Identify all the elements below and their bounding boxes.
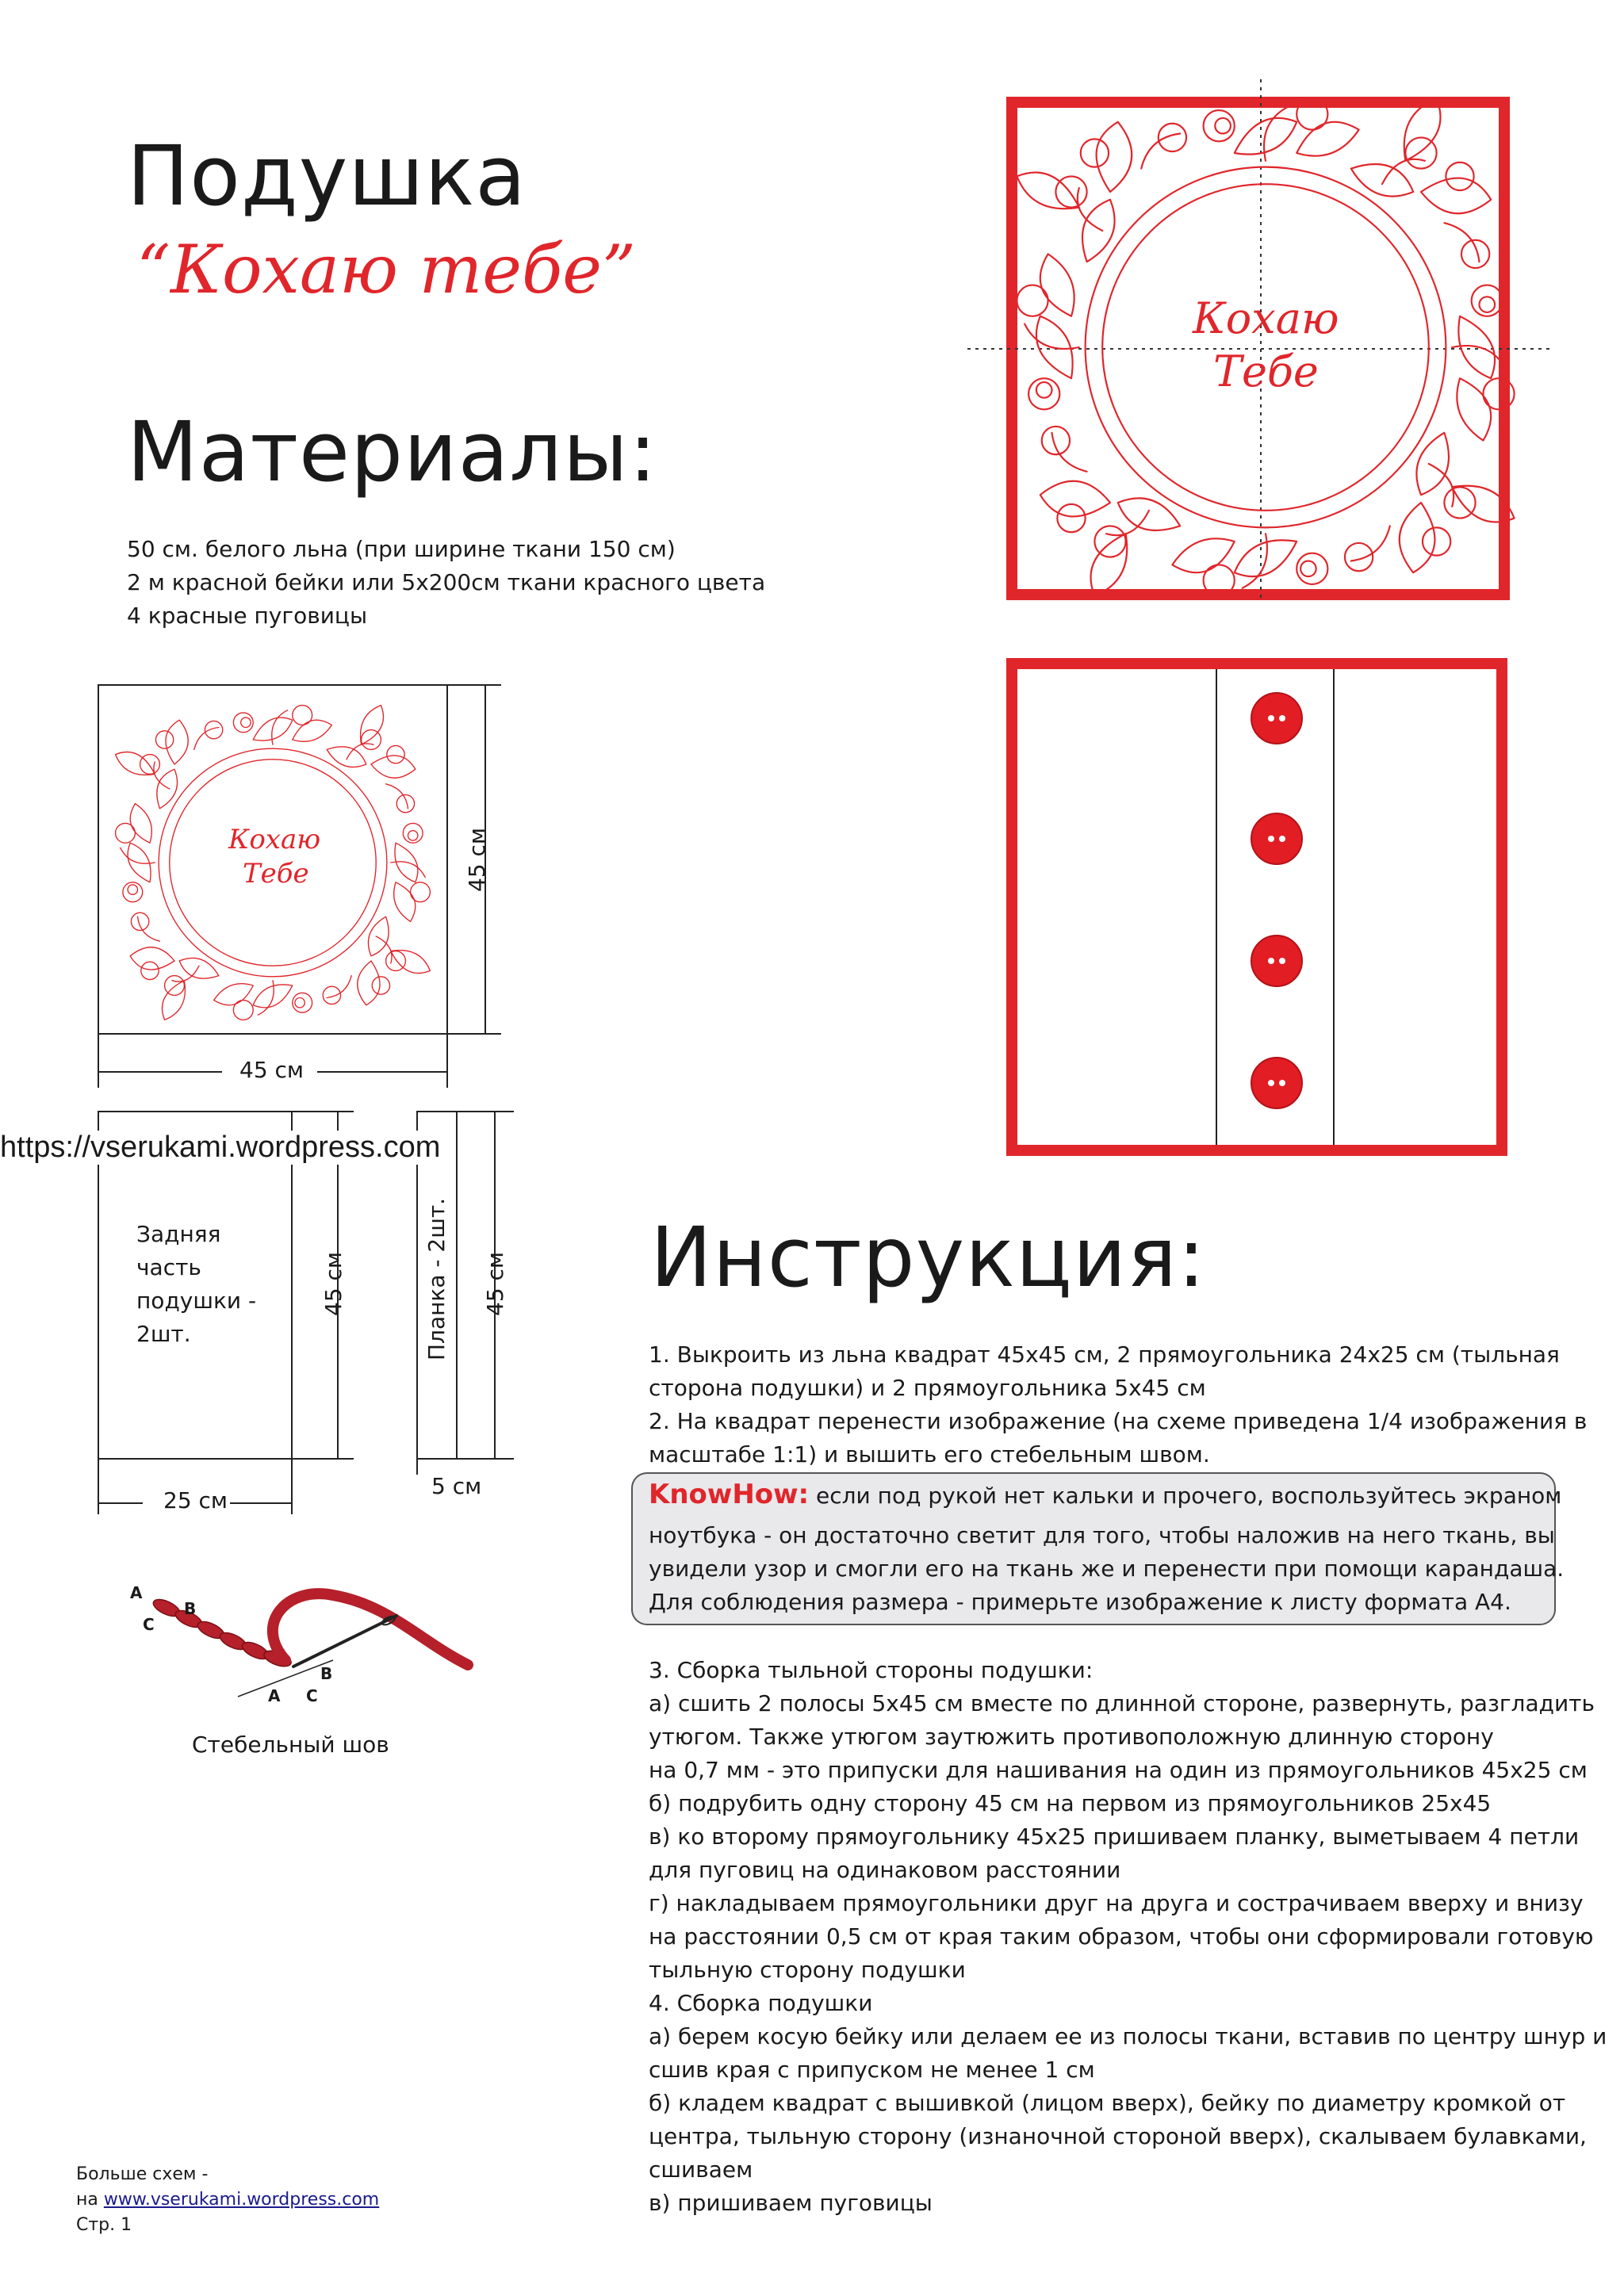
instruction-line: 3. Сборка тыльной стороны подушки: bbox=[649, 1657, 1094, 1683]
diagram-embroidery-text-line1: Кохаю bbox=[228, 824, 321, 855]
knowhow-label: KnowHow: bbox=[649, 1479, 810, 1510]
back-buttons bbox=[1245, 690, 1308, 1134]
instruction-line: г) накладываем прямоугольники друг на друга и сострачиваем вверху и внизу bbox=[649, 1890, 1584, 1916]
instruction-line: а) сшить 2 полосы 5х45 см вместе по длинной стороне, развернуть, разгладить bbox=[649, 1690, 1595, 1716]
instruction-line: сторона подушки) и 2 прямоугольника 5х45 см bbox=[649, 1375, 1206, 1401]
stitch-label-a: A bbox=[130, 1583, 143, 1602]
front-design-text-line2: Тебе bbox=[1213, 346, 1319, 396]
diagram-embroidery-text-line2: Тебе bbox=[243, 858, 309, 890]
stitch-caption: Стебельный шов bbox=[192, 1732, 389, 1758]
instruction-line: на 0,7 мм - это припуски для нашивания на один из прямоугольников 45х25 см bbox=[649, 1757, 1588, 1783]
instruction-line: б) подрубить одну сторону 45 см на первом из прямоугольников 25х45 bbox=[649, 1790, 1492, 1816]
knowhow-line: Для соблюдения размера - примерьте изображение к листу формата А4. bbox=[649, 1589, 1511, 1615]
instruction-line: а) берем косую бейку или делаем ее из полосы ткани, вставив по центру шнур и bbox=[649, 2023, 1607, 2049]
knowhow-line: увидели узор и смогли его на ткань же и перенести при помощи карандаша. bbox=[649, 1556, 1565, 1582]
back-width-label: 25 см bbox=[163, 1487, 228, 1513]
materials-item: 50 см. белого льна (при ширине ткани 150 см) bbox=[127, 536, 676, 562]
instruction-line: утюгом. Также утюгом заутюжить противоположную длинную сторону bbox=[649, 1724, 1494, 1750]
front-height-label: 45 см bbox=[464, 827, 490, 892]
stitch-label-b: B bbox=[184, 1599, 197, 1618]
instructions-heading: Инструкция: bbox=[650, 1209, 1206, 1306]
watermark-url: https://vserukami.wordpress.com bbox=[0, 1131, 441, 1164]
back-label-line: Задняя bbox=[136, 1221, 221, 1247]
back-placket-line-right bbox=[1333, 669, 1335, 1145]
footer-page-number: Стр. 1 bbox=[76, 2215, 132, 2235]
instruction-line: 4. Сборка подушки bbox=[649, 1990, 873, 2016]
front-width-label: 45 см bbox=[239, 1057, 304, 1083]
stitch-label-c: C bbox=[306, 1686, 318, 1705]
stitch-label-c: C bbox=[143, 1615, 155, 1634]
page-title: Подушка bbox=[127, 128, 527, 224]
instruction-line: на расстоянии 0,5 см от края таким образом, чтобы они сформировали готовую bbox=[649, 1923, 1594, 1950]
cutting-diagram bbox=[79, 674, 539, 1514]
strip-width-label: 5 см bbox=[431, 1473, 482, 1499]
strip-height-label: 45 см bbox=[482, 1251, 508, 1316]
materials-item: 2 м красной бейки или 5х200см ткани красного цвета bbox=[127, 569, 766, 595]
back-label-line: часть bbox=[136, 1254, 201, 1280]
front-design-text-line1: Кохаю bbox=[1193, 293, 1339, 343]
materials-heading: Материалы: bbox=[127, 404, 657, 500]
knowhow-line: ноутбука - он достаточно светит для того, чтобы наложив на него ткань, вы bbox=[649, 1522, 1555, 1548]
footer-website-link[interactable]: www.vserukami.wordpress.com bbox=[103, 2190, 380, 2210]
page-subtitle: “Кохаю тебе” bbox=[136, 231, 636, 308]
back-placket-line-left bbox=[1216, 669, 1217, 1145]
instruction-line: в) ко второму прямоугольнику 45х25 пришиваем планку, выметываем 4 петли bbox=[649, 1823, 1580, 1850]
instruction-line: для пуговиц на одинаковом расстоянии bbox=[649, 1857, 1121, 1883]
back-height-label: 45 см bbox=[320, 1251, 347, 1316]
instruction-line: в) пришиваем пуговицы bbox=[649, 2190, 933, 2216]
stem-stitch-illustration bbox=[127, 1578, 492, 1736]
footer-link-line bbox=[76, 2188, 379, 2212]
strip-label: Планка - 2шт. bbox=[423, 1197, 450, 1360]
back-label-line: подушки - bbox=[136, 1288, 257, 1314]
instruction-line: масштабе 1:1) и вышить его стебельным швом. bbox=[649, 1441, 1210, 1468]
materials-item: 4 красные пуговицы bbox=[127, 603, 368, 629]
instruction-line: б) кладем квадрат с вышивкой (лицом вверх), бейку по диаметру кромкой от bbox=[649, 2090, 1566, 2116]
knowhow-text: если под рукой нет кальки и прочего, воспользуйтесь экраном bbox=[809, 1483, 1562, 1509]
knowhow-first-line bbox=[649, 1478, 1561, 1513]
instruction-line: тыльную сторону подушки bbox=[649, 1957, 966, 1983]
instruction-line: 2. На квадрат перенести изображение (на схеме приведена 1/4 изображения в bbox=[649, 1408, 1588, 1434]
instruction-line: 1. Выкроить из льна квадрат 45х45 см, 2 прямоугольника 24х25 см (тыльная bbox=[649, 1341, 1560, 1368]
instruction-line: сшив края с припуском не менее 1 см bbox=[649, 2057, 1095, 2083]
instruction-line: сшиваем bbox=[649, 2156, 753, 2183]
footer-more-schemes: Больше схем - bbox=[76, 2164, 209, 2184]
footer-prefix: на bbox=[76, 2190, 104, 2210]
stitch-label-a: A bbox=[268, 1686, 281, 1705]
back-label-line: 2шт. bbox=[136, 1321, 191, 1347]
stitch-label-b: B bbox=[320, 1664, 333, 1683]
instruction-line: центра, тыльную сторону (изнаночной стороной вверх), скалываем булавками, bbox=[649, 2123, 1587, 2149]
